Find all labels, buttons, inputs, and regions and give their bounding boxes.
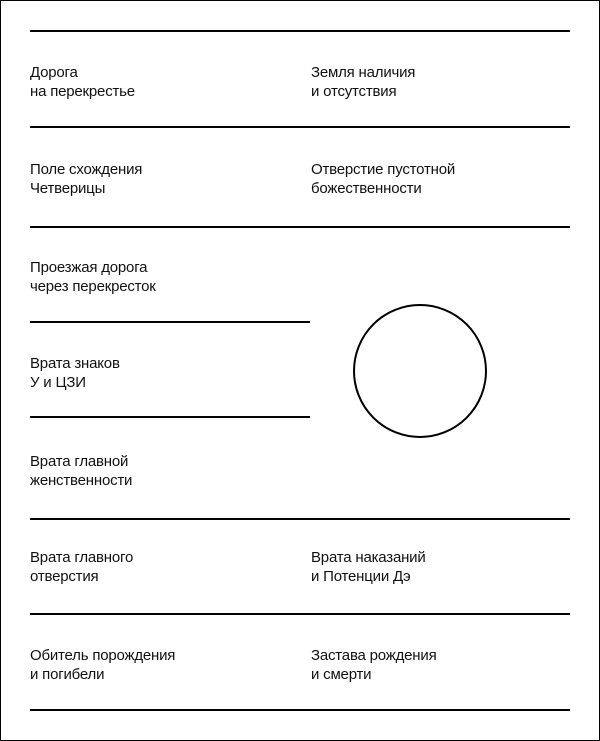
label-line: через перекресток	[30, 278, 156, 295]
label-line: и погибели	[30, 666, 105, 683]
label-line: божественности	[311, 180, 422, 197]
label-gate-main-opening	[30, 548, 133, 586]
divider-line-5	[30, 613, 570, 615]
label-line: и смерти	[311, 666, 372, 683]
label-line: Поле схождения	[30, 161, 143, 178]
label-gate-femininity	[30, 452, 132, 490]
label-field-convergence	[30, 160, 142, 198]
label-opening-void-divinity	[311, 160, 455, 198]
divider-line-2	[30, 126, 570, 128]
divider-line-left-1	[30, 321, 310, 323]
label-road-crossroad	[30, 63, 135, 101]
label-passage-road	[30, 258, 156, 296]
label-outpost-birth-death	[311, 646, 437, 684]
divider-line-left-2	[30, 416, 310, 418]
label-line: Врата главного	[30, 549, 134, 566]
label-line: Проезжая дорога	[30, 259, 148, 276]
label-line: отверстия	[30, 568, 99, 585]
label-line: У и ЦЗИ	[30, 374, 86, 391]
label-gate-punishments	[311, 548, 426, 586]
divider-line-6	[30, 709, 570, 711]
label-line: Застава рождения	[311, 647, 437, 664]
label-land-presence	[311, 63, 415, 101]
center-circle	[353, 304, 487, 438]
label-gate-signs	[30, 354, 120, 392]
label-line: и Потенции Дэ	[311, 568, 411, 585]
label-line: Дорога	[30, 64, 78, 81]
label-line: на перекрестье	[30, 83, 135, 100]
label-abode-birth-death	[30, 646, 175, 684]
label-line: Врата главной	[30, 453, 129, 470]
label-line: Врата наказаний	[311, 549, 426, 566]
label-line: Обитель порождения	[30, 647, 176, 664]
label-line: Врата знаков	[30, 355, 120, 372]
label-line: женственности	[30, 472, 133, 489]
label-line: Четверицы	[30, 180, 106, 197]
divider-line-3	[30, 226, 570, 228]
divider-line-4	[30, 518, 570, 520]
label-line: и отсутствия	[311, 83, 397, 100]
label-line: Земля наличия	[311, 64, 416, 81]
divider-line-1	[30, 30, 570, 32]
label-line: Отверстие пустотной	[311, 161, 456, 178]
